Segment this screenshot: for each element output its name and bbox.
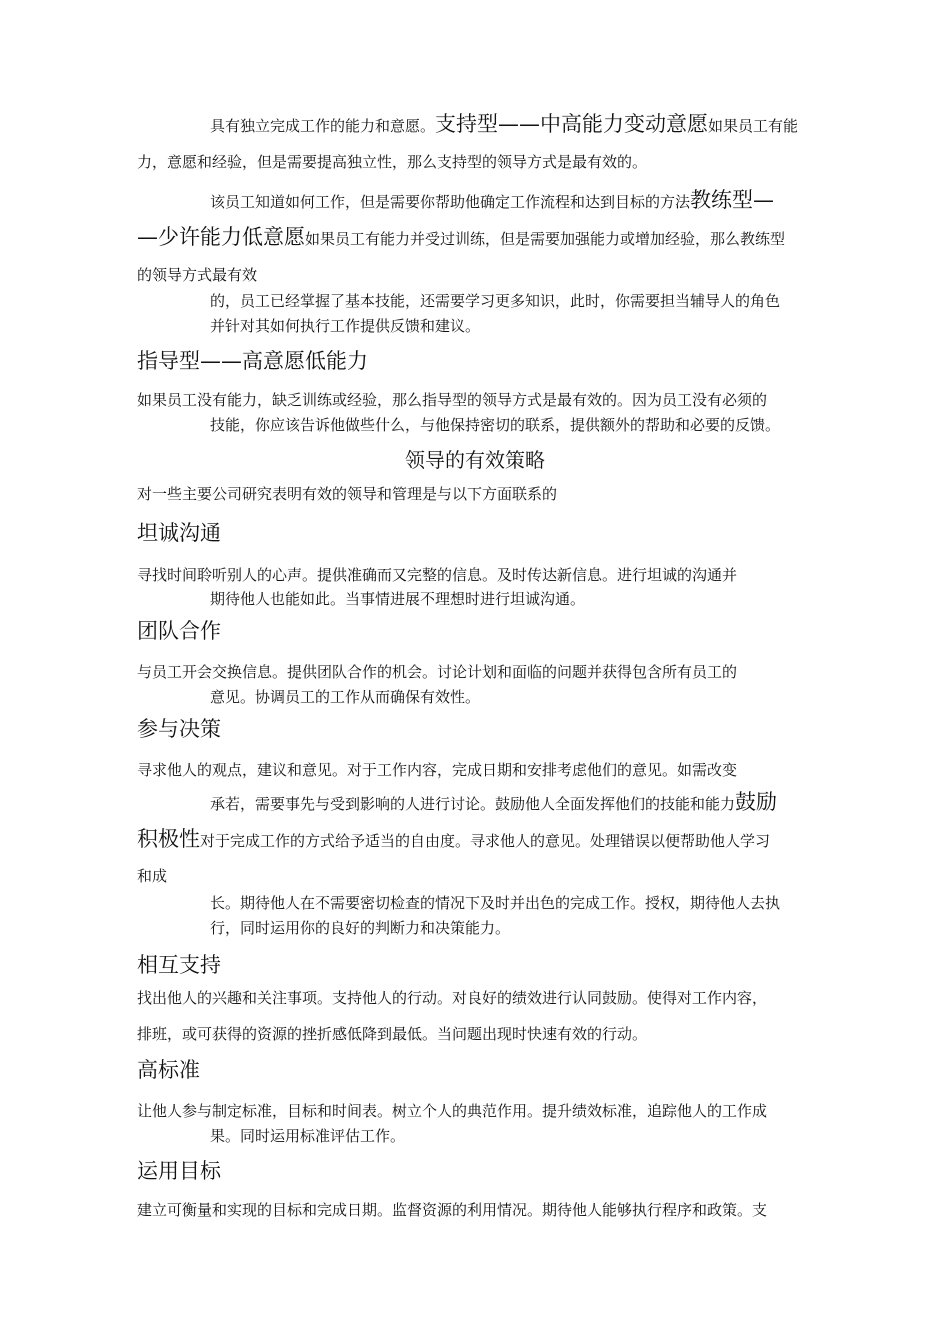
section-heading: 指导型——高意愿低能力 [137, 349, 368, 373]
body-line: —少许能力低意愿如果员工有能力并受过训练，但是需要加强能力或增加经验，那么教练型 [137, 225, 786, 249]
body-line: 力，意愿和经验，但是需要提高独立性，那么支持型的领导方式是最有效的。 [137, 153, 648, 171]
body-line: 该员工知道如何工作，但是需要你帮助他确定工作流程和达到目标的方法教练型— [210, 188, 775, 212]
section-heading: 相互支持 [137, 953, 221, 977]
body-line: 行，同时运用你的良好的判断力和决策能力。 [210, 919, 511, 937]
body-line: 建立可衡量和实现的目标和完成日期。监督资源的利用情况。期待他人能够执行程序和政策。支 [137, 1201, 768, 1219]
section-heading: 团队合作 [137, 619, 221, 643]
body-line: 承若，需要事先与受到影响的人进行讨论。鼓励他人全面发挥他们的技能和能力鼓励 [210, 790, 778, 814]
body-line: 和成 [137, 867, 168, 885]
body-line: 的领导方式最有效 [137, 266, 258, 284]
body-line: 积极性对于完成工作的方式给予适当的自由度。寻求他人的意见。处理错误以便帮助他人学习 [137, 827, 771, 851]
section-heading: 高标准 [137, 1058, 200, 1082]
inline-heading: 支持型——中高能力变动意愿 [435, 112, 709, 136]
body-line: 排班，或可获得的资源的挫折感低降到最低。当问题出现时快速有效的行动。 [137, 1025, 648, 1043]
body-line: 如果员工没有能力，缺乏训练或经验，那么指导型的领导方式是最有效的。因为员工没有必须的 [137, 391, 768, 409]
page-title: 领导的有效策略 [405, 448, 545, 472]
body-line: 的，员工已经掌握了基本技能，还需要学习更多知识，此时，你需要担当辅导人的角色 [210, 292, 781, 310]
body-line: 寻求他人的观点，建议和意见。对于工作内容，完成日期和安排考虑他们的意见。如需改变 [137, 761, 738, 779]
body-line: 寻找时间聆听别人的心声。提供准确而又完整的信息。及时传达新信息。进行坦诚的沟通并 [137, 566, 738, 584]
body-line: 让他人参与制定标准，目标和时间表。树立个人的典范作用。提升绩效标准，追踪他人的工作成 [137, 1102, 768, 1120]
body-line: 期待他人也能如此。当事情进展不理想时进行坦诚沟通。 [210, 590, 586, 608]
body-line: 技能，你应该告诉他做些什么，与他保持密切的联系，提供额外的帮助和必要的反馈。 [210, 416, 781, 434]
body-line: 找出他人的兴趣和关注事项。支持他人的行动。对良好的绩效进行认同鼓励。使得对工作内容， [137, 989, 768, 1007]
inline-heading: 鼓励 [735, 790, 778, 814]
body-line: 对一些主要公司研究表明有效的领导和管理是与以下方面联系的 [137, 485, 558, 503]
body-line: 与员工开会交换信息。提供团队合作的机会。讨论计划和面临的问题并获得包含所有员工的 [137, 663, 738, 681]
inline-heading: —少许能力低意愿 [137, 225, 305, 249]
body-line: 并针对其如何执行工作提供反馈和建议。 [210, 317, 481, 335]
body-line: 长。期待他人在不需要密切检查的情况下及时并出色的完成工作。授权，期待他人去执 [210, 894, 781, 912]
body-line: 具有独立完成工作的能力和意愿。支持型——中高能力变动意愿如果员工有能 [210, 112, 799, 136]
body-line: 意见。协调员工的工作从而确保有效性。 [210, 688, 481, 706]
section-heading: 坦诚沟通 [137, 521, 221, 545]
section-heading: 参与决策 [137, 717, 221, 741]
inline-heading: 教练型— [690, 188, 775, 212]
body-line: 果。同时运用标准评估工作。 [210, 1127, 406, 1145]
section-heading: 运用目标 [137, 1159, 221, 1183]
inline-heading: 积极性 [137, 827, 200, 851]
